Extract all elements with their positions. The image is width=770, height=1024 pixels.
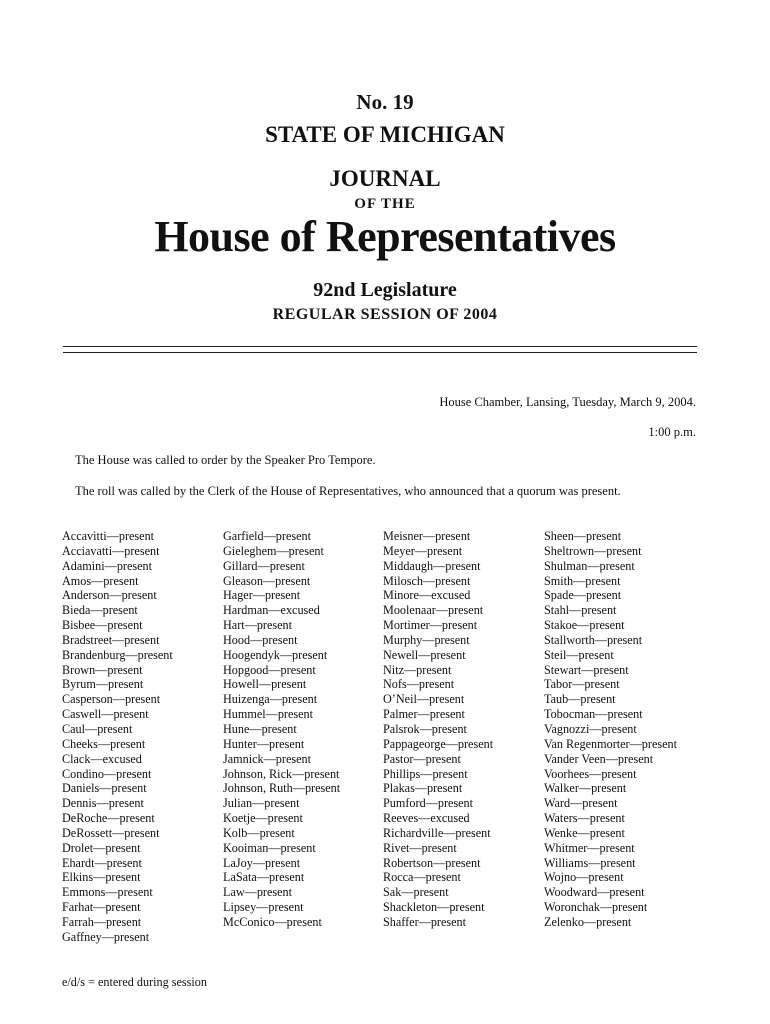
- roll-entry: Caul—present: [62, 721, 133, 736]
- roll-entry: Pappageorge—present: [383, 736, 494, 751]
- roll-entry: Bradstreet—present: [62, 632, 160, 647]
- roll-entry: Drolet—present: [62, 840, 141, 855]
- roll-entry: Zelenko—present: [544, 914, 632, 929]
- roll-entry: Hoogendyk—present: [223, 647, 328, 662]
- roll-entry: Minore—excused: [383, 588, 471, 603]
- of-the-heading: OF THE: [354, 196, 416, 212]
- roll-entry: Hager—present: [223, 588, 301, 603]
- divider-bottom: [63, 352, 697, 353]
- roll-entry: Gaffney—present: [62, 929, 150, 944]
- roll-entry: Rivet—present: [383, 840, 457, 855]
- roll-entry: DeRoche—present: [62, 811, 155, 826]
- roll-entry: Pastor—present: [383, 751, 461, 766]
- roll-column-4: [544, 529, 677, 930]
- roll-entry: Nitz—present: [383, 662, 452, 677]
- roll-entry: Farrah—present: [62, 914, 142, 929]
- roll-entry: Nofs—present: [383, 677, 455, 692]
- roll-entry: Reeves—excused: [383, 811, 470, 826]
- roll-entry: Hood—present: [223, 632, 298, 647]
- roll-entry: Dennis—present: [62, 796, 144, 811]
- roll-entry: Middaugh—present: [383, 558, 481, 573]
- roll-entry: Hunter—present: [223, 736, 305, 751]
- roll-entry: LaSata—present: [223, 870, 305, 885]
- roll-entry: Mortimer—present: [383, 618, 478, 633]
- roll-entry: Howell—present: [223, 677, 307, 692]
- roll-entry: Garfield—present: [223, 529, 311, 543]
- roll-entry: Huizenga—present: [223, 692, 318, 707]
- roll-entry: Daniels—present: [62, 781, 147, 796]
- roll-call-paragraph: The roll was called by the Clerk of the House of Representatives, who announced that a quorum was present.: [75, 484, 621, 498]
- roll-entry: Van Regenmorter—present: [544, 736, 678, 751]
- roll-entry: Kolb—present: [223, 825, 295, 840]
- roll-entry: Byrum—present: [62, 677, 144, 692]
- roll-entry: Hune—present: [223, 721, 297, 736]
- legislature-heading: 92nd Legislature: [313, 279, 457, 301]
- roll-entry: Woodward—present: [544, 885, 645, 900]
- roll-entry: Caswell—present: [62, 707, 149, 722]
- journal-heading: JOURNAL: [329, 166, 441, 191]
- dateline: House Chamber, Lansing, Tuesday, March 9, 2004.: [439, 395, 696, 409]
- footnote: e/d/s = entered during session: [62, 975, 207, 989]
- roll-entry: Phillips—present: [383, 766, 468, 781]
- roll-entry: Amos—present: [62, 573, 139, 588]
- roll-entry: Bisbee—present: [62, 618, 143, 633]
- roll-entry: Pumford—present: [383, 796, 474, 811]
- roll-entry: Hummel—present: [223, 707, 314, 722]
- roll-entry: Brandenburg—present: [62, 647, 173, 662]
- roll-entry: O’Neil—present: [383, 692, 465, 707]
- roll-entry: Newell—present: [383, 647, 466, 662]
- roll-entry: Johnson, Ruth—present: [223, 781, 341, 796]
- roll-entry: DeRossett—present: [62, 825, 160, 840]
- roll-entry: Brown—present: [62, 662, 143, 677]
- roll-entry: Plakas—present: [383, 781, 463, 796]
- roll-entry: Lipsey—present: [223, 900, 304, 915]
- roll-entry: Law—present: [223, 885, 293, 900]
- roll-entry: Stakoe—present: [544, 618, 625, 633]
- roll-entry: Stewart—present: [544, 662, 629, 677]
- roll-entry: Sheen—present: [544, 529, 622, 543]
- roll-entry: Richardville—present: [383, 825, 491, 840]
- roll-entry: Condino—present: [62, 766, 152, 781]
- roll-entry: Farhat—present: [62, 900, 141, 915]
- roll-entry: Taub—present: [544, 692, 616, 707]
- roll-entry: Sak—present: [383, 885, 449, 900]
- journal-number: No. 19: [356, 90, 414, 114]
- roll-entry: Tabor—present: [544, 677, 620, 692]
- page-title: House of Representatives: [154, 212, 616, 261]
- session-time: 1:00 p.m.: [648, 425, 696, 439]
- roll-entry: Rocca—present: [383, 870, 461, 885]
- roll-entry: McConico—present: [223, 914, 322, 929]
- roll-entry: Jamnick—present: [223, 751, 311, 766]
- roll-entry: Emmons—present: [62, 885, 153, 900]
- roll-entry: Adamini—present: [62, 558, 153, 573]
- call-to-order-paragraph: The House was called to order by the Speaker Pro Tempore.: [75, 453, 376, 467]
- roll-entry: Smith—present: [544, 573, 621, 588]
- roll-entry: Casperson—present: [62, 692, 161, 707]
- roll-entry: Anderson—present: [62, 588, 157, 603]
- roll-entry: Johnson, Rick—present: [223, 766, 340, 781]
- roll-column-3: [383, 529, 493, 930]
- roll-entry: Palmer—present: [383, 707, 465, 722]
- roll-entry: Gieleghem—present: [223, 543, 324, 558]
- roll-entry: Kooiman—present: [223, 840, 316, 855]
- roll-entry: Hopgood—present: [223, 662, 316, 677]
- roll-entry: Gillard—present: [223, 558, 305, 573]
- roll-entry: Meisner—present: [383, 529, 471, 543]
- roll-entry: Elkins—present: [62, 870, 141, 885]
- roll-column-2: [223, 529, 340, 930]
- roll-column-1: [62, 529, 173, 945]
- roll-entry: Ward—present: [544, 796, 618, 811]
- roll-entry: Gleason—present: [223, 573, 311, 588]
- session-heading: REGULAR SESSION OF 2004: [272, 306, 498, 323]
- roll-entry: Murphy—present: [383, 632, 470, 647]
- roll-entry: Tobocman—present: [544, 707, 643, 722]
- roll-entry: Hardman—excused: [223, 603, 320, 618]
- roll-entry: Meyer—present: [383, 543, 463, 558]
- roll-entry: Hart—present: [223, 618, 293, 633]
- state-heading: STATE OF MICHIGAN: [265, 122, 505, 147]
- roll-entry: Bieda—present: [62, 603, 138, 618]
- roll-entry: Steil—present: [544, 647, 614, 662]
- roll-entry: Robertson—present: [383, 855, 481, 870]
- roll-entry: Wenke—present: [544, 825, 625, 840]
- roll-entry: Walker—present: [544, 781, 627, 796]
- roll-entry: Vander Veen—present: [544, 751, 654, 766]
- roll-entry: Sheltrown—present: [544, 543, 642, 558]
- roll-entry: Milosch—present: [383, 573, 471, 588]
- roll-entry: Julian—present: [223, 796, 300, 811]
- roll-entry: Shulman—present: [544, 558, 635, 573]
- roll-entry: Accavitti—present: [62, 529, 155, 543]
- roll-entry: Spade—present: [544, 588, 622, 603]
- roll-entry: Shaffer—present: [383, 914, 467, 929]
- roll-entry: Stallworth—present: [544, 632, 643, 647]
- roll-entry: Stahl—present: [544, 603, 617, 618]
- roll-entry: Acciavatti—present: [62, 543, 160, 558]
- roll-entry: Ehardt—present: [62, 855, 142, 870]
- divider-top: [63, 346, 697, 347]
- roll-entry: Koetje—present: [223, 811, 303, 826]
- roll-entry: Clack—excused: [62, 751, 142, 766]
- roll-entry: Palsrok—present: [383, 721, 467, 736]
- roll-entry: Moolenaar—present: [383, 603, 484, 618]
- roll-entry: Cheeks—present: [62, 736, 146, 751]
- roll-entry: Woronchak—present: [544, 900, 648, 915]
- roll-entry: Waters—present: [544, 811, 625, 826]
- roll-entry: Voorhees—present: [544, 766, 637, 781]
- roll-entry: Wojno—present: [544, 870, 624, 885]
- roll-entry: Shackleton—present: [383, 900, 485, 915]
- roll-entry: Williams—present: [544, 855, 636, 870]
- roll-entry: LaJoy—present: [223, 855, 301, 870]
- roll-entry: Whitmer—present: [544, 840, 635, 855]
- roll-entry: Vagnozzi—present: [544, 721, 637, 736]
